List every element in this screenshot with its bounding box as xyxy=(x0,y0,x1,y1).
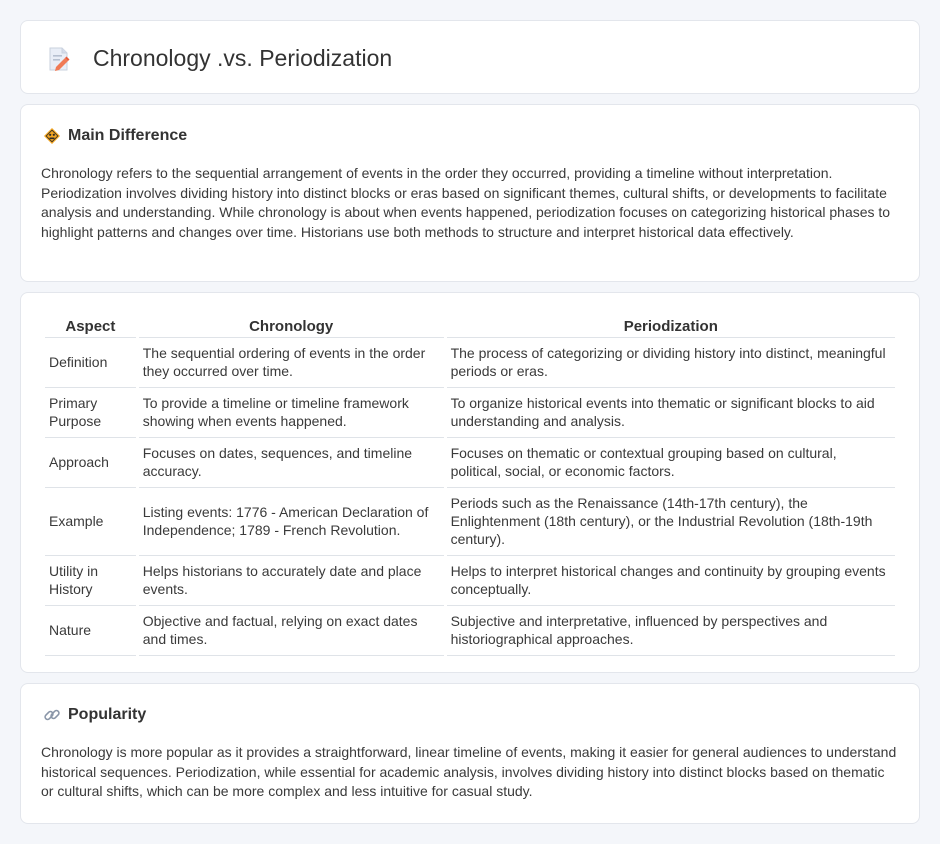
header-chronology: Chronology xyxy=(139,316,444,338)
row-chronology-cell: Objective and factual, relying on exact dates and times. xyxy=(139,606,444,656)
row-chronology-cell: The sequential ordering of events in the order they occurred over time. xyxy=(139,338,444,388)
comparison-card xyxy=(20,292,920,673)
table-row xyxy=(45,556,895,606)
document-pencil-icon xyxy=(47,46,71,72)
row-periodization-cell: Helps to interpret historical changes and continuity by grouping events conceptually. xyxy=(447,556,895,606)
row-periodization-cell: Subjective and interpretative, influenced by perspectives and historiographical approaches. xyxy=(447,606,895,656)
table-row xyxy=(45,438,895,488)
row-periodization-cell: Periods such as the Renaissance (14th-17th century), the Enlightenment (18th century), or the Industrial Revolution (18th-19th century). xyxy=(447,488,895,556)
table-row xyxy=(45,606,895,656)
main-difference-title: Main Difference xyxy=(68,127,188,144)
table-row xyxy=(45,338,895,388)
popularity-header xyxy=(43,706,146,724)
row-aspect-cell: Definition xyxy=(45,338,136,388)
row-aspect-cell: Utility in History xyxy=(45,556,136,606)
row-chronology-cell: Focuses on dates, sequences, and timeline accuracy. xyxy=(139,438,444,488)
title-row xyxy=(47,45,392,72)
main-difference-header xyxy=(43,127,187,145)
row-aspect-cell: Example xyxy=(45,488,136,556)
popularity-card xyxy=(20,683,920,824)
row-periodization-cell: Focuses on thematic or contextual grouping based on cultural, political, social, or economic factors. xyxy=(447,438,895,488)
table-row xyxy=(45,388,895,438)
main-difference-text: Chronology refers to the sequential arrangement of events in the order they occurred, providing a timeline without interpretation. Periodization involves dividing history into distinct blocks or eras based on significant themes, cultural shifts, or developments to facilitate analysis and understanding. While chronology is about when events happened, periodization focuses on categorizing historical phases to highlight patterns and changes over time. Historians use both methods to structure and interpret historical data effectively. xyxy=(41,165,891,240)
popularity-title: Popularity xyxy=(68,706,147,723)
row-chronology-cell: Helps historians to accurately date and place events. xyxy=(139,556,444,606)
row-periodization-cell: To organize historical events into thematic or significant blocks to aid understanding and analysis. xyxy=(447,388,895,438)
row-aspect-cell: Approach xyxy=(45,438,136,488)
link-icon xyxy=(43,706,61,724)
row-chronology-cell: Listing events: 1776 - American Declaration of Independence; 1789 - French Revolution. xyxy=(139,488,444,556)
title-card xyxy=(20,20,920,94)
popularity-text: Chronology is more popular as it provides a straightforward, linear timeline of events, making it easier for general audiences to understand historical sequences. Periodization, while essential for academic analysis, involves dividing history into distinct blocks based on thematic or cultural shifts, which can be more complex and less intuitive for casual study. xyxy=(41,744,897,800)
table-header-row xyxy=(45,316,895,338)
row-chronology-cell: To provide a timeline or timeline framework showing when events happened. xyxy=(139,388,444,438)
row-periodization-cell: The process of categorizing or dividing history into distinct, meaningful periods or eras. xyxy=(447,338,895,388)
main-difference-card xyxy=(20,104,920,282)
comparison-table xyxy=(42,316,898,656)
table-row xyxy=(45,488,895,556)
page-title: Chronology .vs. Periodization xyxy=(93,45,393,71)
header-aspect: Aspect xyxy=(45,316,136,338)
row-aspect-cell: Nature xyxy=(45,606,136,656)
row-aspect-cell: Primary Purpose xyxy=(45,388,136,438)
warning-sign-icon xyxy=(43,127,61,145)
header-periodization: Periodization xyxy=(447,316,895,338)
